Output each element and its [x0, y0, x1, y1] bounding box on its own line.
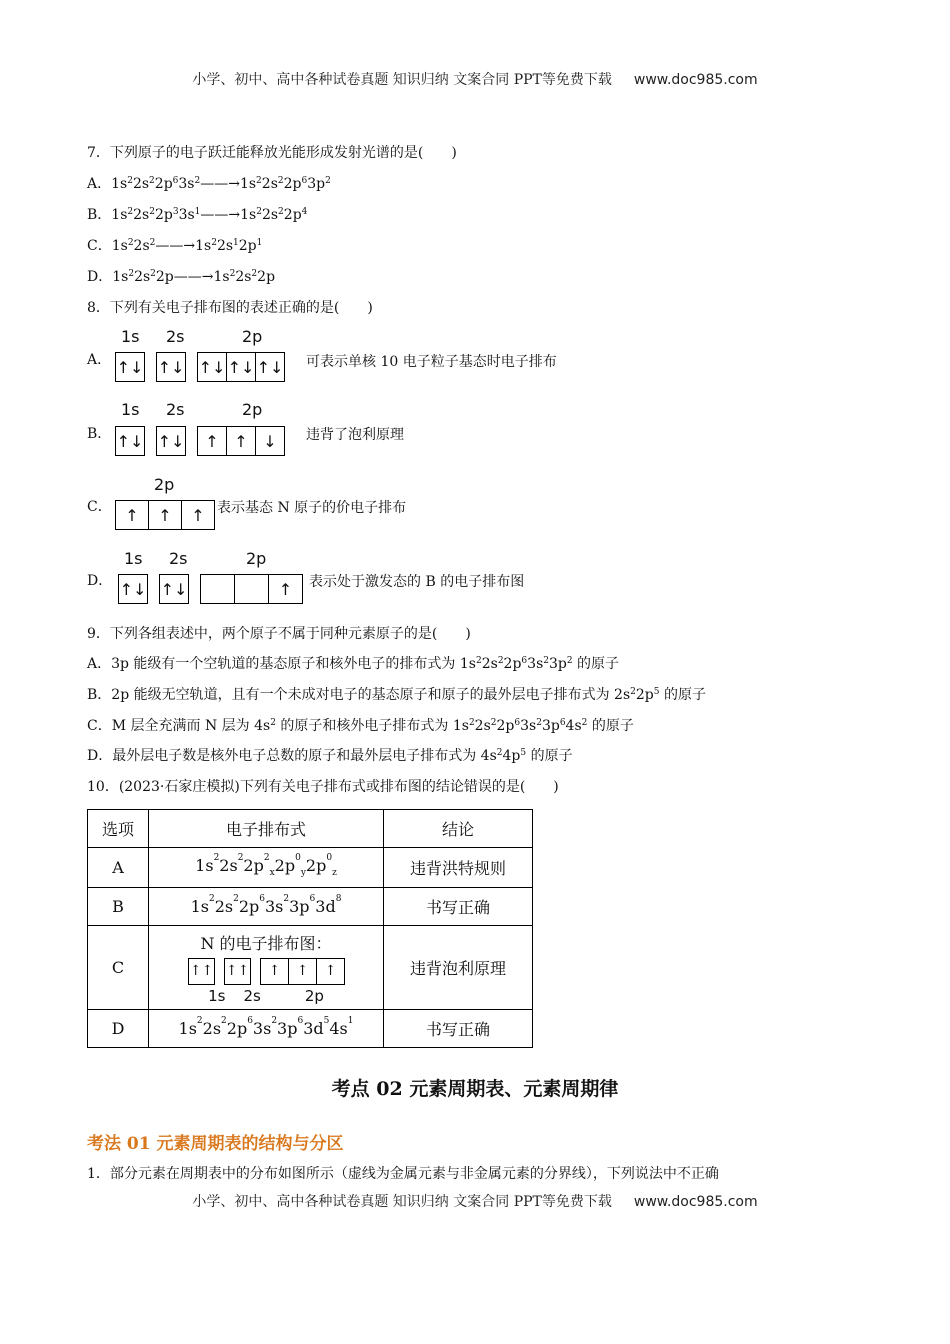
q9-option-c: C．M 层全充满而 N 层为 $4s^2$ 的原子和核外电子排布式为 $1s^22s^22p^63s^23p^64s^2$ 的原子 [87, 718, 634, 734]
orbital-box [234, 574, 269, 604]
q8d-label-2p: 2p [246, 549, 267, 568]
q8d-desc: 表示处于激发态的 B 的电子排布图 [309, 574, 525, 590]
q8-stem: 8．下列有关电子排布图的表述正确的是( ) [87, 300, 373, 316]
header-site: www.doc985.com [633, 72, 758, 88]
q9-option-a: A．3p 能级有一个空轨道的基态原子和核外电子的排布式为 $1s^22s^22p^63s^23p^2$ 的原子 [87, 656, 620, 672]
cell-config: $1s^22s^22p^63s^23p^63d^54s^1$ [149, 1010, 384, 1048]
table-row [88, 926, 533, 1010]
q8b-desc: 违背了泡利原理 [306, 427, 404, 443]
cell-option: A [88, 848, 149, 888]
q8a-letter: A． [87, 352, 112, 368]
orbital-box: ↑↓ [159, 574, 189, 604]
q10-stem: 10．(2023·石家庄模拟)下列有关电子排布式或排布图的结论错误的是( ) [87, 779, 559, 795]
section-title: 考点 02 元素周期表、元素周期律 [331, 1078, 619, 1100]
orbital-box: ↑↓ [156, 426, 186, 456]
q8a-desc: 可表示单核 10 电子粒子基态时电子排布 [306, 354, 557, 370]
cell-option: B [88, 888, 149, 926]
cell-option: C [88, 926, 149, 1010]
orbital-box: ↑↓ [115, 352, 145, 382]
q8c-letter: C． [87, 499, 112, 515]
mini-label-2s: 2s [243, 986, 261, 1005]
orbital-box: ↑↓ [226, 352, 256, 382]
table-header: 选项 [88, 810, 149, 848]
orbital-box: ↑↓ [118, 574, 148, 604]
q8c-label-2p: 2p [154, 475, 175, 494]
q8a-orbitals [115, 352, 284, 382]
mini-label-2p: 2p [304, 986, 324, 1005]
orbital-box: ↑↓ [255, 352, 285, 382]
orbital-box: ↑↓ [115, 426, 145, 456]
q7-option-b: B．$1s^22s^22p^33s^1——\to 1s^22s^22p^4$ [87, 207, 308, 223]
q7-option-c: C．$1s^22s^2——\to 1s^22s^12p^1$ [87, 238, 263, 254]
q9-stem: 9．下列各组表述中，两个原子不属于同种元素原子的是( ) [87, 626, 471, 642]
q9-option-b: B．2p 能级无空轨道，且有一个未成对电子的基态原子和原子的最外层电子排布式为 $2s^22p^5$ 的原子 [87, 687, 706, 703]
cell-config [149, 926, 384, 1010]
q7-option-d: D．$1s^22s^22p——\to 1s^22s^22p$ [87, 269, 276, 285]
q8b-label-1s: 1s [121, 400, 140, 419]
page-header [0, 69, 950, 89]
q9-option-d: D．最外层电子数是核外电子总数的原子和最外层电子排布式为 $4s^24p^5$ 的原子 [87, 748, 573, 764]
q10-table [87, 809, 533, 1048]
q8a-label-1s: 1s [121, 327, 140, 346]
q1-stem: 1．部分元素在周期表中的分布如图所示（虚线为金属元素与非金属元素的分界线），下列说法中不正确 [87, 1166, 719, 1182]
table-header-row [88, 810, 533, 848]
orbital-box [200, 574, 235, 604]
cell-conclusion: 违背洪特规则 [384, 848, 533, 888]
q8c-orbitals [115, 500, 214, 530]
orbital-box: ↑ [268, 574, 303, 604]
orbital-box: ↓ [255, 426, 285, 456]
cell-note: N 的电子排布图： [200, 933, 332, 953]
q8d-orbitals [118, 574, 302, 604]
n-orbital-diagram: ↑↑ ↑↑ ↑ ↑ ↑ [150, 958, 382, 985]
table-row [88, 888, 533, 926]
q8b-label-2p: 2p [242, 400, 263, 419]
table-row [88, 848, 533, 888]
footer-text: 小学、初中、高中各种试卷真题 知识归纳 文案合同 PPT等免费下载 [192, 1194, 612, 1210]
footer-site: www.doc985.com [633, 1194, 758, 1210]
orbital-box: ↑ [226, 426, 256, 456]
orbital-box: ↑↓ [197, 352, 227, 382]
q8d-label-2s: 2s [169, 549, 188, 568]
table-row [88, 1010, 533, 1048]
q7-option-a: A．$1s^22s^22p^63s^2——\to 1s^22s^22p^63p^2$ [87, 176, 331, 192]
orbital-box: ↑ [115, 500, 149, 530]
header-text: 小学、初中、高中各种试卷真题 知识归纳 文案合同 PPT等免费下载 [192, 72, 612, 88]
orbital-box: ↑↓ [156, 352, 186, 382]
q8d-label-1s: 1s [124, 549, 143, 568]
q8c-desc: 表示基态 N 原子的价电子排布 [217, 500, 407, 516]
orbital-box: ↑ [181, 500, 215, 530]
page-footer [0, 1191, 950, 1211]
orbital-box: ↑ [197, 426, 227, 456]
cell-config: $1s^22s^22p^2_x2p^0_y2p^0_z$ [149, 848, 384, 888]
section-subtitle: 考法 01 元素周期表的结构与分区 [87, 1134, 344, 1154]
q7-stem: 7．下列原子的电子跃迁能释放光能形成发射光谱的是( ) [87, 145, 457, 161]
mini-label-1s: 1s [208, 986, 226, 1005]
q8b-orbitals [115, 426, 284, 456]
table-header: 电子排布式 [149, 810, 384, 848]
table-header: 结论 [384, 810, 533, 848]
q8b-letter: B． [87, 426, 112, 442]
orbital-box: ↑ [148, 500, 182, 530]
cell-config: $1s^22s^22p^63s^23p^63d^8$ [149, 888, 384, 926]
q8a-label-2s: 2s [166, 327, 185, 346]
cell-option: D [88, 1010, 149, 1048]
q8d-letter: D． [87, 573, 113, 589]
q8b-label-2s: 2s [166, 400, 185, 419]
cell-conclusion: 书写正确 [384, 888, 533, 926]
cell-conclusion: 违背泡利原理 [384, 926, 533, 1010]
cell-conclusion: 书写正确 [384, 1010, 533, 1048]
q8a-label-2p: 2p [242, 327, 263, 346]
